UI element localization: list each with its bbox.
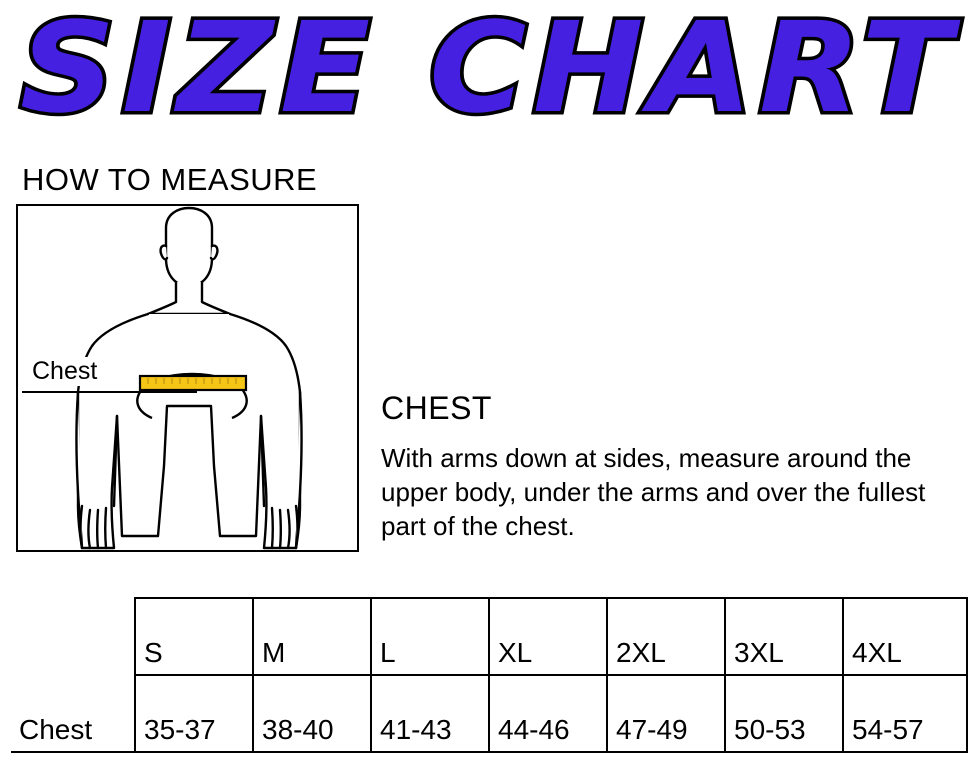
- table-cell-chest-l: 41-43: [371, 675, 489, 752]
- size-table-wrap: [11, 597, 967, 753]
- chest-description: [381, 390, 967, 543]
- table-header-4xl: 4XL: [843, 598, 967, 675]
- table-cell-chest-2xl: 47-49: [607, 675, 725, 752]
- page-title: SIZE CHART: [19, 0, 959, 141]
- chest-leader-line: [22, 391, 197, 393]
- table-cell-chest-xl: 44-46: [489, 675, 607, 752]
- table-cell-chest-m: 38-40: [253, 675, 371, 752]
- table-row-header: [11, 598, 967, 675]
- table-cell-chest-s: 35-37: [135, 675, 253, 752]
- how-to-measure-heading: HOW TO MEASURE: [22, 162, 318, 197]
- table-header-2xl: 2XL: [607, 598, 725, 675]
- chest-measure-label: Chest: [32, 357, 98, 385]
- table-corner-cell: [11, 598, 135, 675]
- table-cell-chest-3xl: 50-53: [725, 675, 843, 752]
- chest-description-body: With arms down at sides, measure around the upper body, under the arms and over the fullest part of the chest.: [381, 443, 926, 541]
- size-table: [11, 597, 968, 753]
- page-title-banner: [0, 0, 978, 144]
- chest-description-heading: CHEST: [381, 390, 492, 426]
- table-header-m: M: [253, 598, 371, 675]
- table-cell-chest-4xl: 54-57: [843, 675, 967, 752]
- table-header-3xl: 3XL: [725, 598, 843, 675]
- table-header-l: L: [371, 598, 489, 675]
- table-header-xl: XL: [489, 598, 607, 675]
- table-row: [11, 675, 967, 752]
- table-header-s: S: [135, 598, 253, 675]
- table-row-label-chest: Chest: [11, 675, 135, 752]
